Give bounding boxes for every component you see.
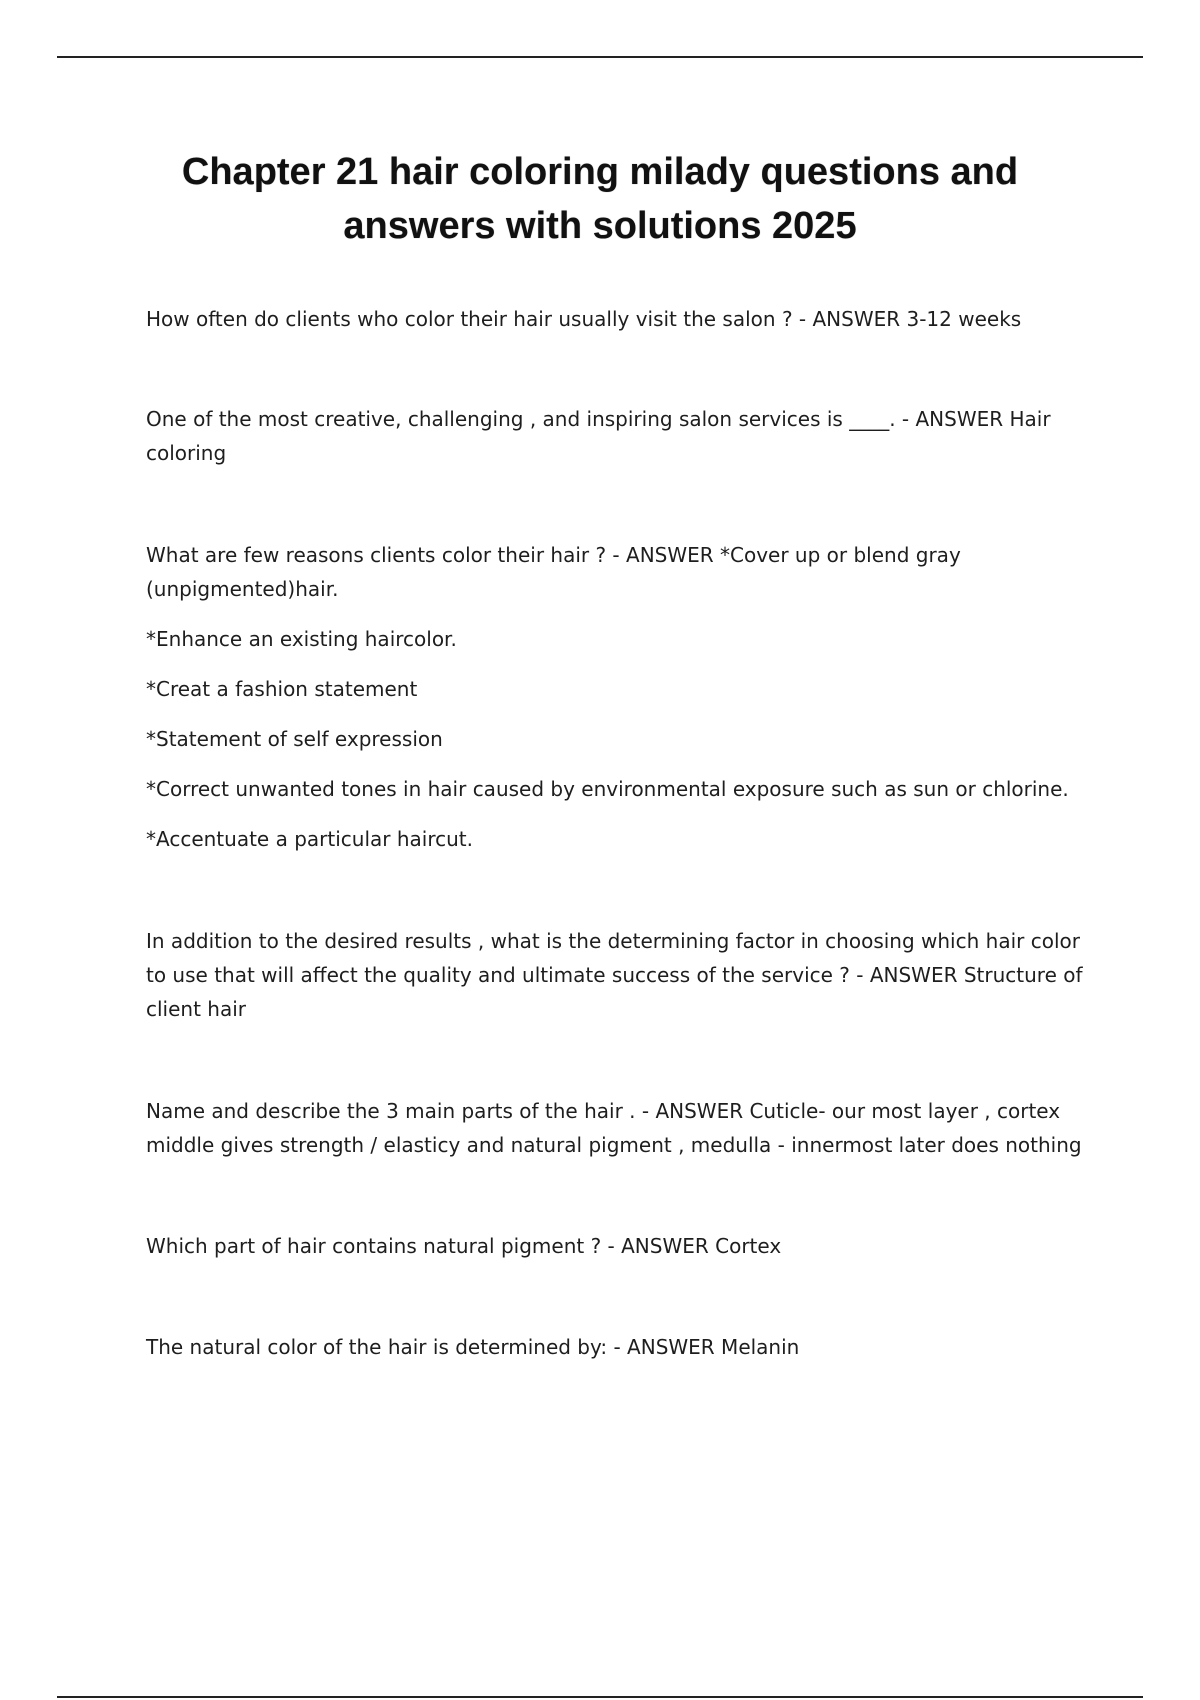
reason-item: *Accentuate a particular haircut. — [146, 827, 473, 851]
reason-item: *Statement of self expression — [146, 727, 443, 751]
document-title: Chapter 21 hair coloring milady questions and answers with solutions 2025 — [181, 151, 1019, 247]
reason-item: *Correct unwanted tones in hair caused by environmental exposure such as sun or chlorine. — [146, 777, 1069, 801]
qa-entry-natural-color: The natural color of the hair is determined by: - ANSWER Melanin — [146, 1335, 800, 1359]
qa-entry-determining-factor: In addition to the desired results , what is the determining factor in choosing which hair color to use that will affect the quality and ultimate success of the service ? - ANSWER Structure of client hair — [146, 929, 1083, 1021]
qa-entry-color-reasons: What are few reasons clients color their hair ? - ANSWER *Cover up or blend gray (unpigmented)hair. — [146, 543, 961, 601]
reason-item: *Creat a fashion statement — [146, 677, 418, 701]
bottom-rule — [57, 1696, 1143, 1698]
qa-entry-natural-pigment: Which part of hair contains natural pigment ? - ANSWER Cortex — [146, 1234, 782, 1258]
qa-entry-creative-service: One of the most creative, challenging , and inspiring salon services is ____. - ANSWER Hair coloring — [146, 407, 1051, 465]
qa-entry-visit-frequency: How often do clients who color their hair usually visit the salon ? - ANSWER 3-12 weeks — [146, 307, 1022, 331]
qa-entry-hair-parts: Name and describe the 3 main parts of the hair . - ANSWER Cuticle- our most layer , cortex middle gives strength / elasticy and natural pigment , medulla - innermost later does nothing — [146, 1099, 1082, 1157]
reason-item: *Enhance an existing haircolor. — [146, 627, 457, 651]
top-rule — [57, 56, 1143, 58]
